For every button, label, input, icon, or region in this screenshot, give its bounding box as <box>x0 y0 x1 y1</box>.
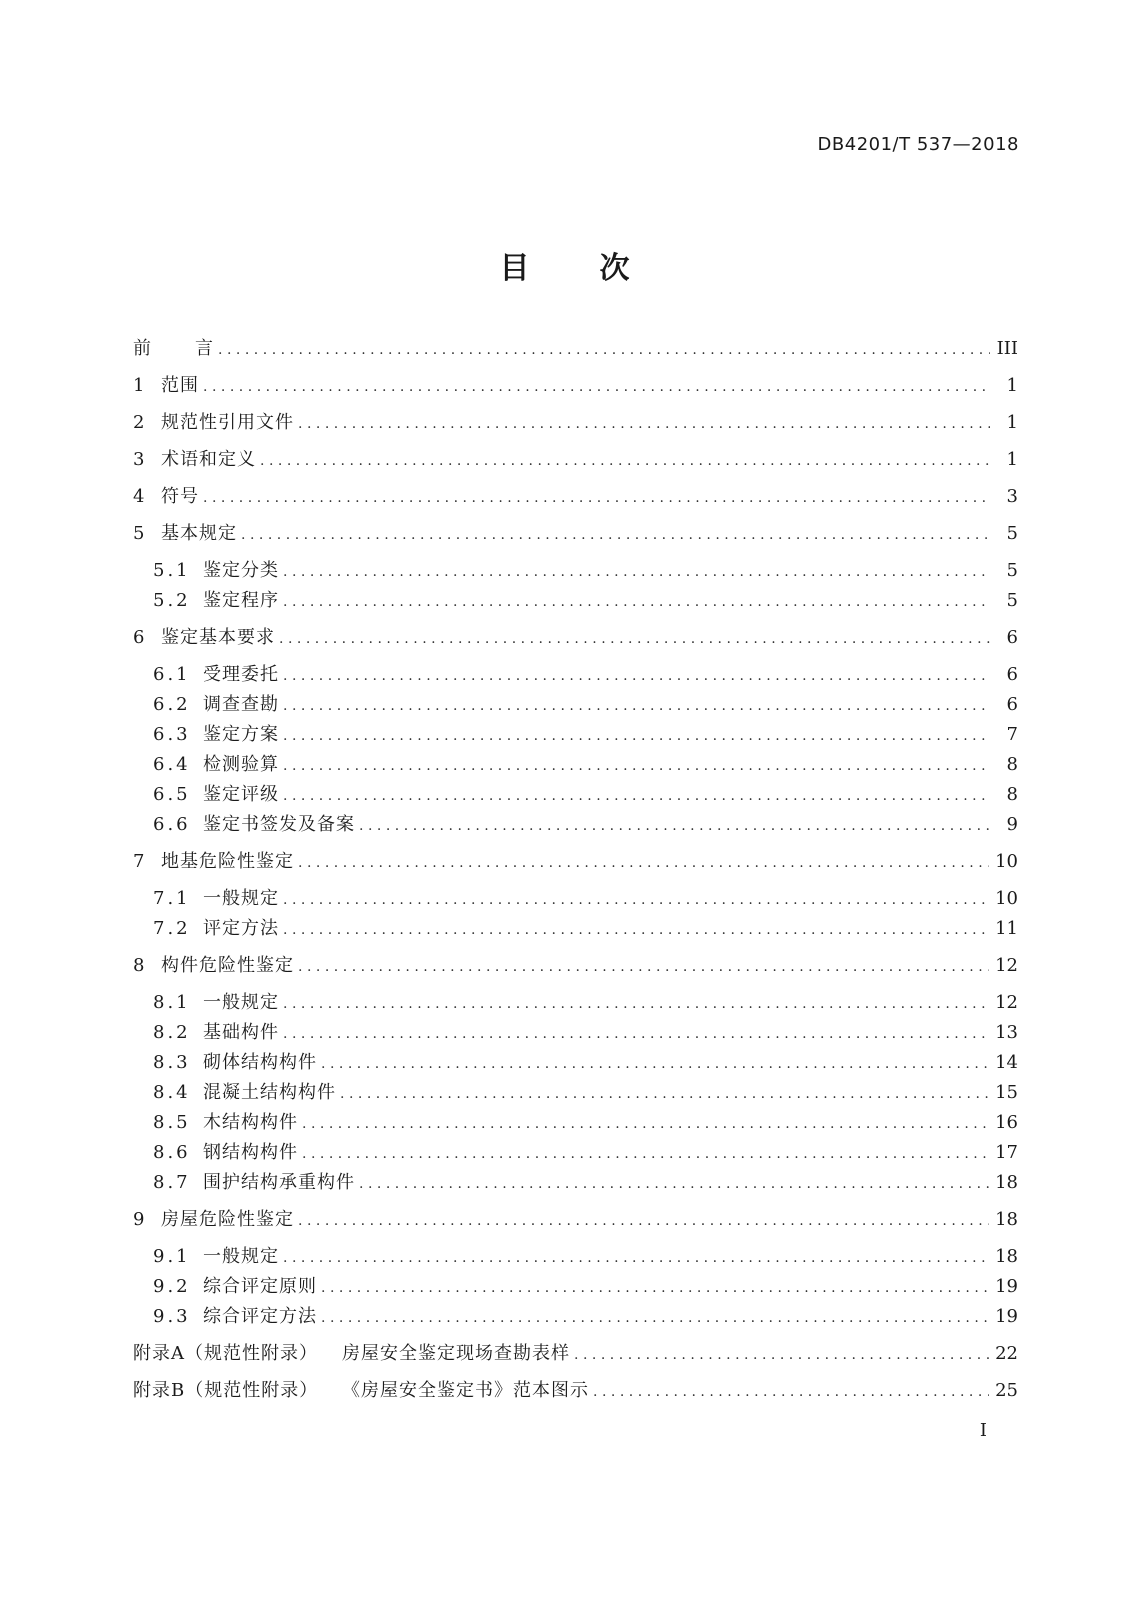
toc-entry[interactable] <box>133 750 1018 780</box>
toc-entry[interactable] <box>133 586 1018 616</box>
toc-entry-page: 5 <box>1006 523 1018 544</box>
toc-entry-label: 一般规定 <box>203 888 279 909</box>
toc-entry-number: 8.6 <box>153 1142 191 1163</box>
toc-entry[interactable] <box>133 371 1018 401</box>
toc-entry-number: 6.1 <box>153 664 191 685</box>
toc-entry-number: 9.1 <box>153 1246 191 1267</box>
toc-entry-page: 19 <box>995 1276 1018 1297</box>
toc-dot-leader <box>283 661 990 691</box>
toc-entry-number: 9 <box>133 1209 146 1230</box>
toc-dot-leader <box>298 409 990 439</box>
toc-dot-leader <box>321 1273 989 1303</box>
toc-entry[interactable] <box>133 847 1018 877</box>
toc-entry[interactable] <box>133 660 1018 690</box>
toc-entry-page: 12 <box>995 955 1018 976</box>
toc-entry-page: 18 <box>995 1209 1018 1230</box>
toc-entry-number: 5 <box>133 523 146 544</box>
toc-dot-leader <box>298 952 989 982</box>
toc-entry-page: 13 <box>995 1022 1018 1043</box>
toc-entry[interactable] <box>133 1302 1018 1332</box>
toc-entry[interactable] <box>133 810 1018 840</box>
toc-entry-number: 5.1 <box>153 560 191 581</box>
toc-entry-page: 7 <box>1006 724 1018 745</box>
toc-dot-leader <box>302 1109 989 1139</box>
toc-entry-label: 检测验算 <box>203 754 279 775</box>
toc-entry[interactable] <box>133 1272 1018 1302</box>
toc-entry-label: 基本规定 <box>161 523 237 544</box>
page-title <box>0 243 1131 287</box>
toc-entry-label: 范围 <box>161 375 199 396</box>
toc-entry[interactable] <box>133 334 1018 364</box>
toc-entry-label: 《房屋安全鉴定书》范本图示 <box>342 1380 589 1401</box>
toc-entry[interactable] <box>133 1376 1018 1406</box>
toc-entry[interactable] <box>133 1078 1018 1108</box>
toc-entry[interactable] <box>133 445 1018 475</box>
toc-entry-page: 11 <box>995 918 1018 939</box>
toc-entry-number: 8.2 <box>153 1022 191 1043</box>
toc-entry-label: 钢结构构件 <box>203 1142 298 1163</box>
toc-entry[interactable] <box>133 519 1018 549</box>
toc-entry-label: 一般规定 <box>203 1246 279 1267</box>
toc-entry-page: 16 <box>995 1112 1018 1133</box>
toc-entry[interactable] <box>133 482 1018 512</box>
toc-dot-leader <box>283 915 989 945</box>
toc-dot-leader <box>283 751 990 781</box>
toc-entry-number: 8.4 <box>153 1082 191 1103</box>
toc-entry-page: 22 <box>995 1343 1018 1364</box>
toc-dot-leader <box>260 446 990 476</box>
toc-entry[interactable] <box>133 408 1018 438</box>
toc-dot-leader <box>283 557 990 587</box>
toc-entry-page: 1 <box>1006 449 1018 470</box>
toc-entry-number: 4 <box>133 486 146 507</box>
toc-entry[interactable] <box>133 951 1018 981</box>
toc-dot-leader <box>203 483 990 513</box>
toc-entry-page: 1 <box>1006 412 1018 433</box>
toc-entry-page: 9 <box>1006 814 1018 835</box>
toc-dot-leader <box>298 848 989 878</box>
toc-entry-page: 19 <box>995 1306 1018 1327</box>
toc-entry-page: III <box>996 338 1018 359</box>
page-number: I <box>979 1420 987 1441</box>
toc-entry-label: 鉴定程序 <box>203 590 279 611</box>
toc-entry-label: 调查查勘 <box>203 694 279 715</box>
toc-entry-label: 符号 <box>161 486 199 507</box>
toc-entry-page: 5 <box>1006 590 1018 611</box>
toc-entry-page: 6 <box>1006 694 1018 715</box>
toc-entry-label: 受理委托 <box>203 664 279 685</box>
toc-entry-number: 5.2 <box>153 590 191 611</box>
toc-entry-label: 构件危险性鉴定 <box>161 955 294 976</box>
toc-entry-number: 附录A（规范性附录） <box>133 1343 318 1364</box>
toc-entry-page: 12 <box>995 992 1018 1013</box>
toc-entry-number: 8 <box>133 955 146 976</box>
toc-entry-label: 木结构构件 <box>203 1112 298 1133</box>
toc-entry-number: 8.5 <box>153 1112 191 1133</box>
toc-entry[interactable] <box>133 556 1018 586</box>
toc-entry[interactable] <box>133 1205 1018 1235</box>
toc-entry-number: 9.2 <box>153 1276 191 1297</box>
toc-entry-label: 鉴定分类 <box>203 560 279 581</box>
toc-entry-number: 6.3 <box>153 724 191 745</box>
toc-entry[interactable] <box>133 1138 1018 1168</box>
toc-entry-number: 2 <box>133 412 146 433</box>
toc-dot-leader <box>241 520 990 550</box>
toc-entry-label: 评定方法 <box>203 918 279 939</box>
toc-entry-page: 3 <box>1006 486 1018 507</box>
toc-entry-page: 17 <box>995 1142 1018 1163</box>
toc-entry[interactable] <box>133 1018 1018 1048</box>
toc-entry-number: 6.2 <box>153 694 191 715</box>
toc-entry-number: 6 <box>133 627 146 648</box>
toc-dot-leader <box>283 989 989 1019</box>
toc-entry-number: 6.5 <box>153 784 191 805</box>
toc-entry-number: 附录B（规范性附录） <box>133 1380 319 1401</box>
toc-entry-label: 房屋危险性鉴定 <box>161 1209 294 1230</box>
title-part-2: 次 <box>599 251 632 286</box>
toc-dot-leader <box>298 1206 989 1236</box>
toc-dot-leader <box>283 721 990 751</box>
toc-entry[interactable] <box>133 1339 1018 1369</box>
toc-entry-label: 鉴定书签发及备案 <box>203 814 355 835</box>
toc-entry-number: 8.3 <box>153 1052 191 1073</box>
toc-entry[interactable] <box>133 623 1018 653</box>
toc-entry-label: 鉴定方案 <box>203 724 279 745</box>
toc-entry[interactable] <box>133 1242 1018 1272</box>
toc-dot-leader <box>340 1079 989 1109</box>
toc-entry-label: 鉴定基本要求 <box>161 627 275 648</box>
toc-entry-label: 术语和定义 <box>161 449 256 470</box>
toc-entry-number: 9.3 <box>153 1306 191 1327</box>
toc-dot-leader <box>321 1049 989 1079</box>
toc-entry-number: 8.7 <box>153 1172 191 1193</box>
toc-dot-leader <box>283 781 990 811</box>
toc-entry-page: 6 <box>1006 664 1018 685</box>
toc-entry-page: 1 <box>1006 375 1018 396</box>
toc-entry-number: 3 <box>133 449 146 470</box>
toc-entry-page: 8 <box>1006 784 1018 805</box>
toc-entry[interactable] <box>133 914 1018 944</box>
toc-dot-leader <box>283 587 990 617</box>
toc-entry-label: 地基危险性鉴定 <box>161 851 294 872</box>
toc-entry-page: 5 <box>1006 560 1018 581</box>
toc-entry-number: 前 <box>133 338 152 359</box>
toc-entry-page: 10 <box>995 888 1018 909</box>
toc-dot-leader <box>283 1019 989 1049</box>
toc-dot-leader <box>302 1139 989 1169</box>
toc-entry[interactable] <box>133 720 1018 750</box>
toc-entry-label: 规范性引用文件 <box>161 412 294 433</box>
toc-entry-page: 10 <box>995 851 1018 872</box>
toc-entry[interactable] <box>133 988 1018 1018</box>
toc-dot-leader <box>321 1303 989 1333</box>
table-of-contents <box>133 334 1018 1406</box>
toc-entry-page: 8 <box>1006 754 1018 775</box>
toc-entry-number: 6.4 <box>153 754 191 775</box>
toc-entry[interactable] <box>133 1108 1018 1138</box>
toc-entry-label: 一般规定 <box>203 992 279 1013</box>
toc-dot-leader <box>359 811 990 841</box>
toc-entry-page: 18 <box>995 1172 1018 1193</box>
toc-entry-page: 18 <box>995 1246 1018 1267</box>
toc-entry[interactable] <box>133 1168 1018 1198</box>
toc-entry-label: 砌体结构构件 <box>203 1052 317 1073</box>
toc-entry-number: 1 <box>133 375 146 396</box>
toc-dot-leader <box>283 885 989 915</box>
toc-entry-page: 14 <box>995 1052 1018 1073</box>
toc-entry[interactable] <box>133 690 1018 720</box>
toc-entry-number: 8.1 <box>153 992 191 1013</box>
toc-dot-leader <box>593 1377 989 1407</box>
toc-dot-leader <box>203 372 990 402</box>
toc-entry[interactable] <box>133 884 1018 914</box>
toc-dot-leader <box>279 624 990 654</box>
toc-dot-leader <box>574 1340 989 1370</box>
toc-entry-number: 7.1 <box>153 888 191 909</box>
toc-entry[interactable] <box>133 1048 1018 1078</box>
toc-entry-label: 综合评定方法 <box>203 1306 317 1327</box>
toc-entry-number: 7 <box>133 851 146 872</box>
toc-entry-label: 基础构件 <box>203 1022 279 1043</box>
toc-entry-label: 混凝土结构构件 <box>203 1082 336 1103</box>
toc-entry-label: 言 <box>195 338 214 359</box>
toc-entry-number: 6.6 <box>153 814 191 835</box>
toc-entry-label: 围护结构承重构件 <box>203 1172 355 1193</box>
toc-entry-label: 房屋安全鉴定现场查勘表样 <box>342 1343 570 1364</box>
toc-entry-page: 15 <box>995 1082 1018 1103</box>
title-part-1: 目 <box>499 251 532 286</box>
toc-dot-leader <box>283 1243 989 1273</box>
toc-dot-leader <box>218 335 990 365</box>
toc-entry-page: 6 <box>1006 627 1018 648</box>
toc-entry[interactable] <box>133 780 1018 810</box>
toc-entry-label: 鉴定评级 <box>203 784 279 805</box>
toc-entry-page: 25 <box>995 1380 1018 1401</box>
toc-dot-leader <box>359 1169 989 1199</box>
toc-entry-label: 综合评定原则 <box>203 1276 317 1297</box>
toc-dot-leader <box>283 691 990 721</box>
toc-entry-number: 7.2 <box>153 918 191 939</box>
standard-code: DB4201/T 537—2018 <box>817 134 1019 155</box>
